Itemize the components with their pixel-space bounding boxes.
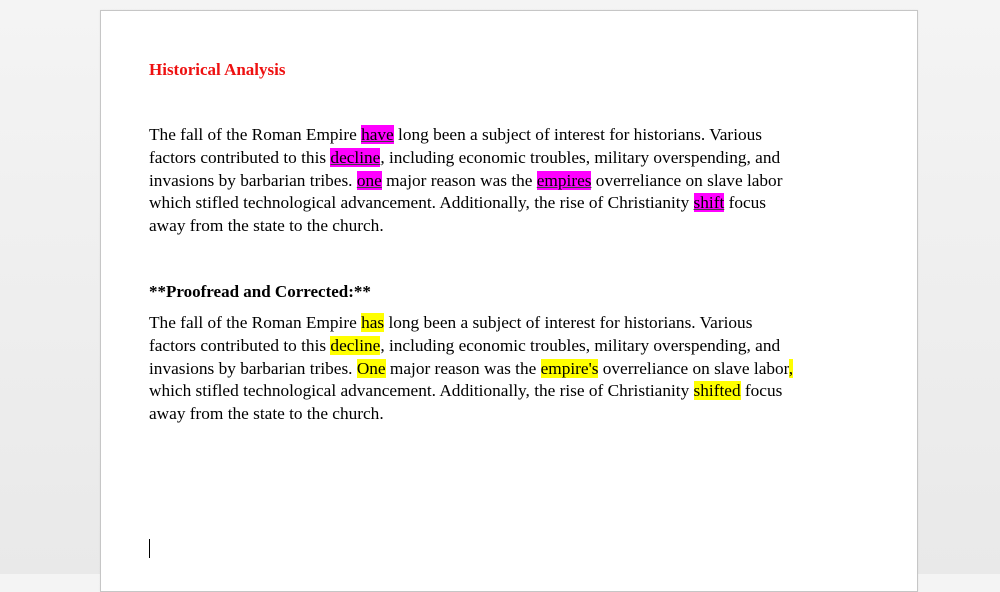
text-run: , including economic troubles, military overspending, and <box>380 335 781 355</box>
text-run: long been a subject of interest for historians. Various <box>393 125 762 144</box>
correction-highlight: decline <box>330 335 381 355</box>
text-run: major reason was the <box>381 170 537 190</box>
text-run: major reason was the <box>385 358 541 378</box>
text-run: which stifled technological advancement. Additionally, the rise of Christianity <box>149 381 694 401</box>
document-page[interactable] <box>100 10 918 592</box>
text-run: factors contributed to this <box>149 335 331 355</box>
text-cursor <box>149 539 150 558</box>
text-run: factors contributed to this <box>149 147 331 167</box>
text-run: away from the state to the church. <box>149 404 384 424</box>
paragraph-line <box>149 124 861 147</box>
text-run: away from the state to the church. <box>149 216 384 236</box>
paragraph-line <box>149 192 861 215</box>
text-run: invasions by barbarian tribes. <box>149 170 357 190</box>
error-highlight: have <box>361 125 394 144</box>
correction-highlight: shifted <box>693 381 741 401</box>
error-highlight: decline <box>330 147 381 167</box>
paragraph-line <box>149 403 861 426</box>
paragraph-line <box>149 380 861 403</box>
text-run: overreliance on slave labor <box>591 170 783 190</box>
text-run: overreliance on slave labor <box>598 358 789 378</box>
correction-highlight: empire's <box>540 358 599 378</box>
correction-highlight: One <box>356 358 386 378</box>
corrected-paragraph[interactable] <box>149 312 861 426</box>
text-run: , including economic troubles, military overspending, and <box>380 147 781 167</box>
document-title[interactable]: Historical Analysis <box>149 60 286 79</box>
text-run: focus <box>740 381 783 401</box>
original-paragraph[interactable] <box>149 124 861 238</box>
correction-highlight: has <box>361 312 385 332</box>
corrected-subheading[interactable]: **Proofread and Corrected:** <box>149 281 371 301</box>
paragraph-line <box>149 335 861 358</box>
paragraph-line <box>149 147 861 170</box>
error-highlight: one <box>356 170 382 190</box>
document-body[interactable] <box>149 59 861 426</box>
text-run: focus <box>724 193 767 213</box>
paragraph-line <box>149 312 861 335</box>
paragraph-line <box>149 215 861 238</box>
text-run: The fall of the Roman Empire <box>149 312 362 332</box>
paragraph-line <box>149 358 861 381</box>
text-run: invasions by barbarian tribes. <box>149 358 357 378</box>
error-highlight: shift <box>693 193 725 213</box>
text-run: The fall of the Roman Empire <box>149 125 362 144</box>
correction-highlight: , <box>788 358 794 378</box>
error-highlight: empires <box>536 170 592 190</box>
text-run: which stifled technological advancement. Additionally, the rise of Christianity <box>149 193 694 213</box>
text-run: long been a subject of interest for historians. Various <box>384 312 753 332</box>
paragraph-line <box>149 170 861 193</box>
